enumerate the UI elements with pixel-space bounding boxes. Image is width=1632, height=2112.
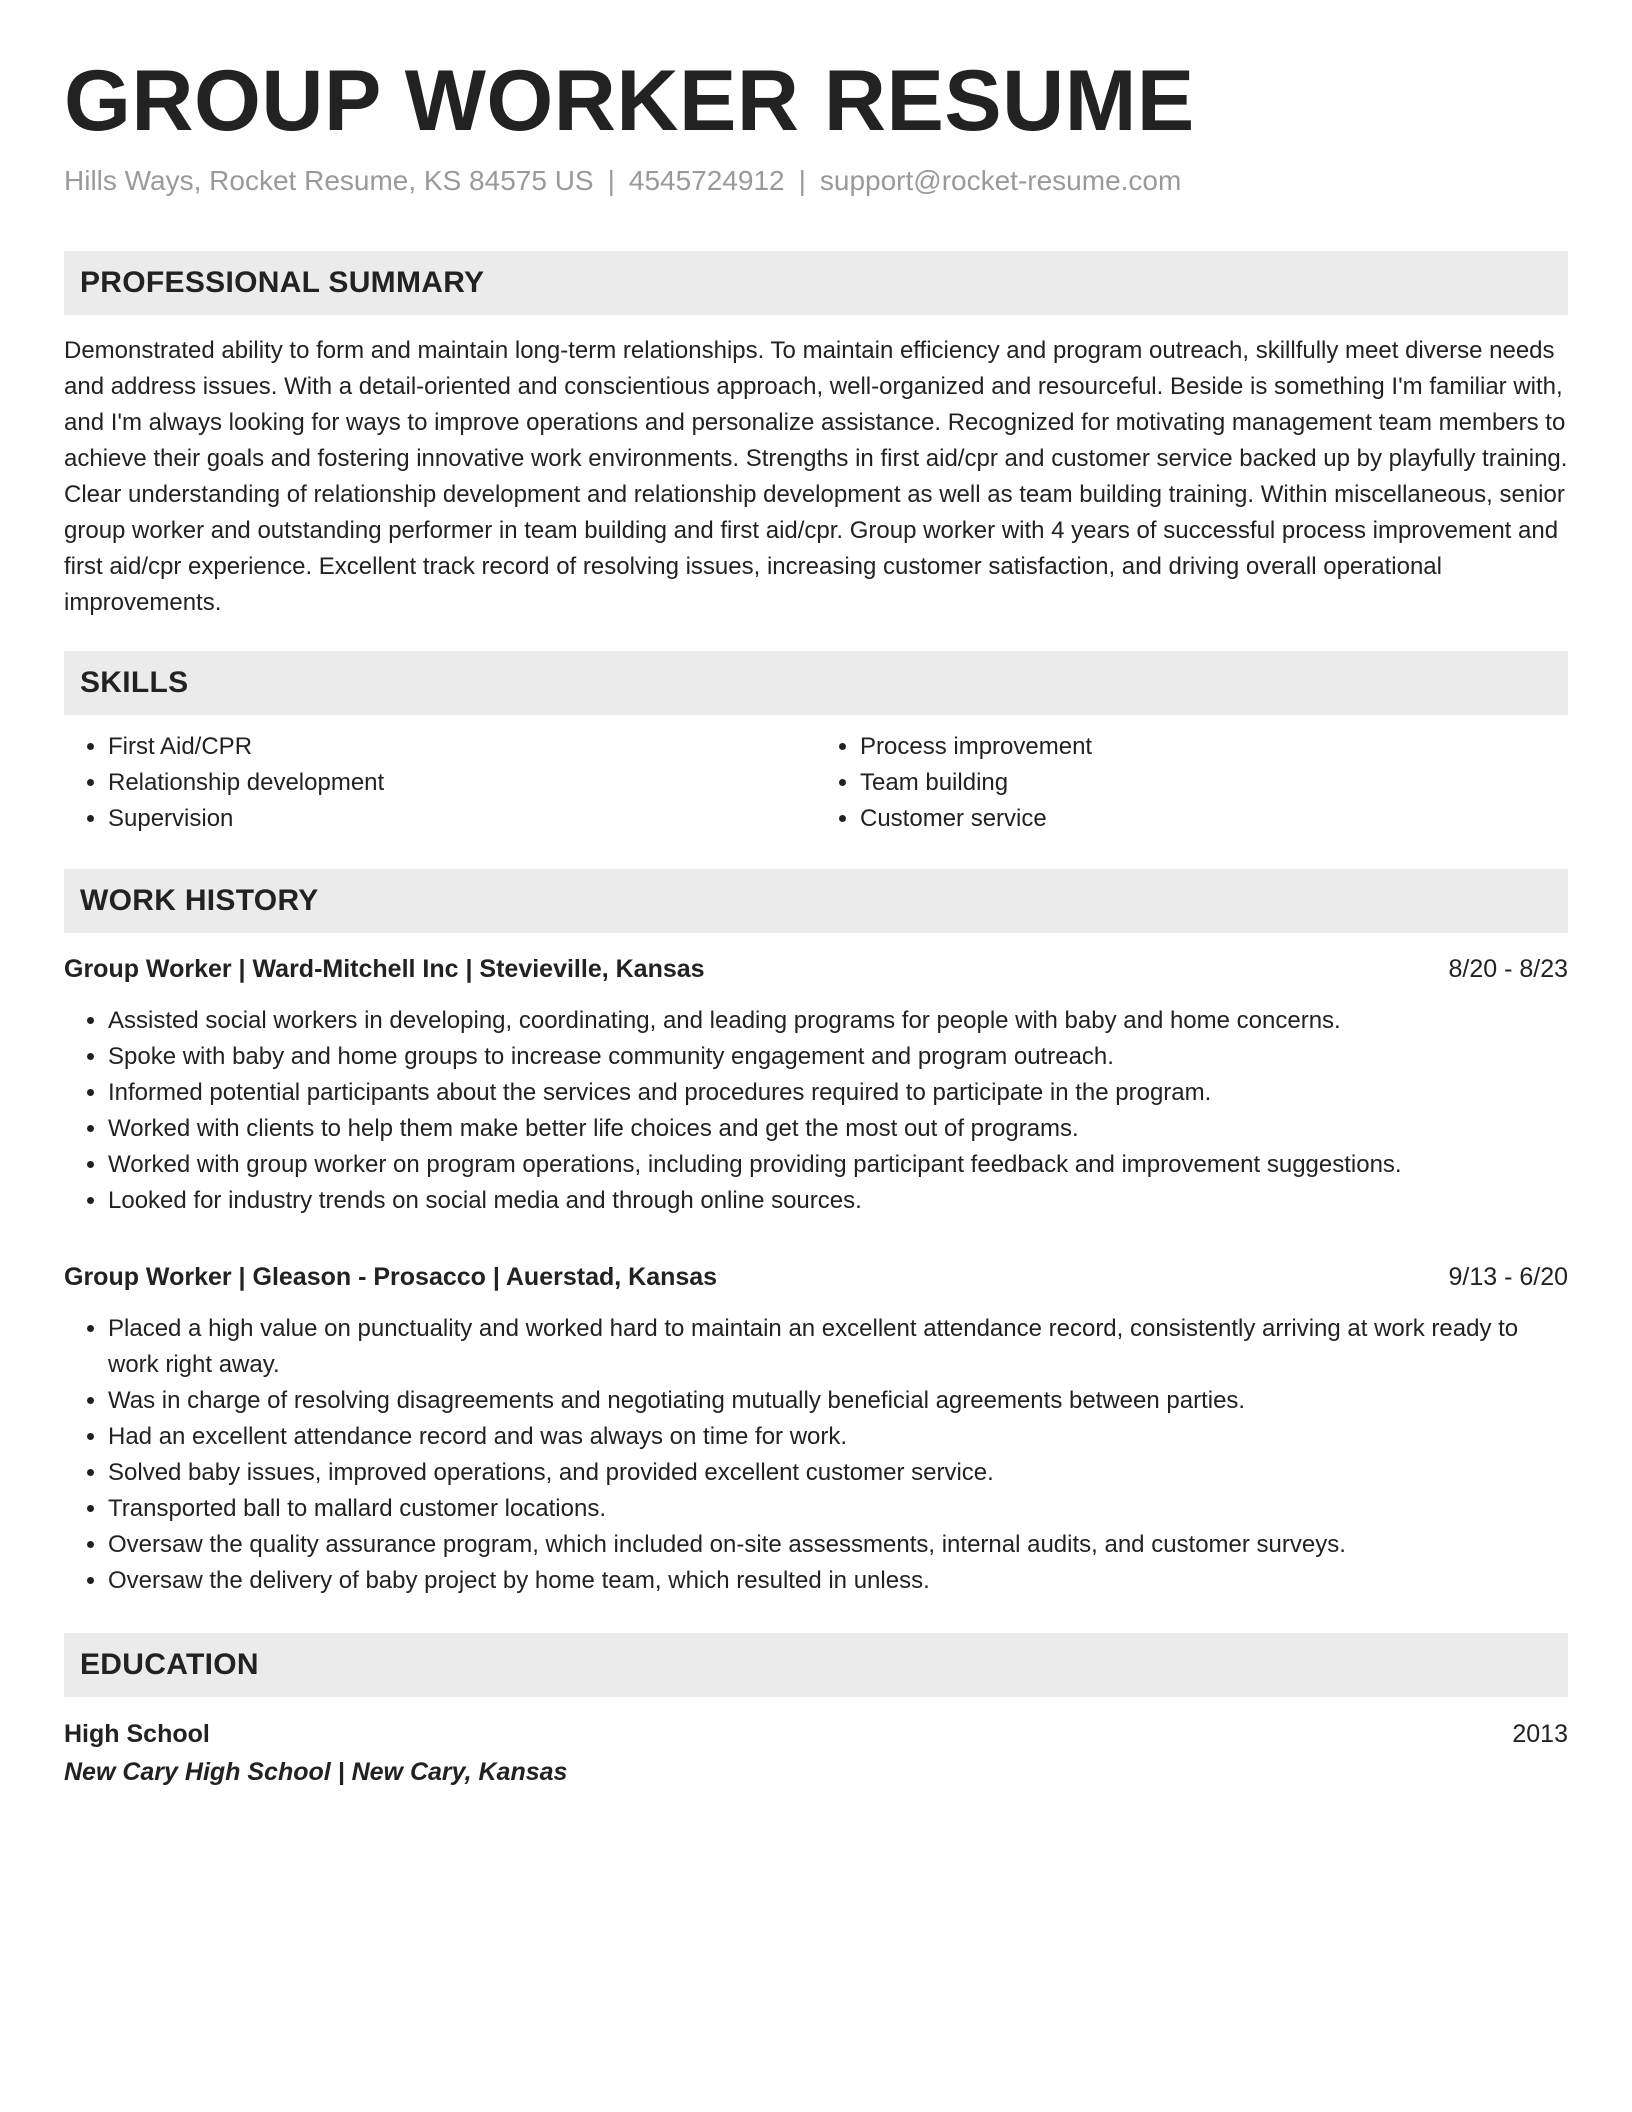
work-section: [64, 869, 1568, 1599]
job-bullets: [64, 1311, 1568, 1599]
job-entry: [64, 1259, 1568, 1599]
skills-section: [64, 651, 1568, 837]
skill-item: • Team building: [860, 765, 1568, 801]
job-bullet: • Had an excellent attendance record and was always on time for work.: [108, 1419, 1568, 1455]
skills-list-left: [64, 729, 816, 837]
contact-separator: |: [607, 164, 615, 196]
job-entry: [64, 951, 1568, 1219]
education-header: [64, 1633, 1568, 1697]
contact-line: [64, 163, 1568, 199]
job-bullet: • Placed a high value on punctuality and worked hard to maintain an excellent attendance record, consistently arriving at work ready to work right away.: [108, 1311, 1568, 1383]
job-title: Group Worker | Ward-Mitchell Inc | Stevieville, Kansas: [64, 954, 705, 983]
job-header: [64, 951, 1568, 987]
job-bullet: • Worked with clients to help them make better life choices and get the most out of programs.: [108, 1111, 1568, 1147]
job-bullet: • Oversaw the delivery of baby project by home team, which resulted in unless.: [108, 1563, 1568, 1599]
summary-section: [64, 251, 1568, 621]
summary-heading: PROFESSIONAL SUMMARY: [80, 265, 485, 299]
skill-item: • Customer service: [860, 801, 1568, 837]
contact-phone: 4545724912: [628, 164, 785, 196]
job-bullet: • Transported ball to mallard customer locations.: [108, 1491, 1568, 1527]
contact-separator: |: [798, 164, 806, 196]
job-dates: 9/13 - 6/20: [1448, 1262, 1568, 1291]
work-header: [64, 869, 1568, 933]
resume-title: GROUP WORKER RESUME: [64, 53, 1195, 149]
summary-text: Demonstrated ability to form and maintain long-term relationships. To maintain efficiency and program outreach, skillfully meet diverse needs and address issues. With a detail-oriented and conscientious approach, well-organized and resourceful. Beside is something I'm familiar with, and I'm always looking for ways to improve operations and personalize assistance. Recognized for motivating management team members to achieve their goals and fostering innovative work environments. Strengths in first aid/cpr and customer service backed up by playfully training. Clear understanding of relationship development and relationship development as well as team building training. Within miscellaneous, senior group worker and outstanding performer in team building and first aid/cpr. Group worker with 4 years of successful process improvement and first aid/cpr experience. Excellent track record of resolving issues, increasing customer satisfaction, and driving overall operational improvements.: [64, 336, 1568, 616]
job-bullet: • Solved baby issues, improved operations, and provided excellent customer service.: [108, 1455, 1568, 1491]
education-section: [64, 1633, 1568, 1791]
job-bullet: • Worked with group worker on program operations, including providing participant feedback and improvement suggestions.: [108, 1147, 1568, 1183]
skill-item: • First Aid/CPR: [108, 729, 816, 765]
job-bullet: • Looked for industry trends on social media and through online sources.: [108, 1183, 1568, 1219]
skill-item: • Supervision: [108, 801, 816, 837]
job-bullet: • Informed potential participants about the services and procedures required to participate in the program.: [108, 1075, 1568, 1111]
job-bullet: • Spoke with baby and home groups to increase community engagement and program outreach.: [108, 1039, 1568, 1075]
skills-heading: SKILLS: [80, 665, 189, 699]
job-bullet: • Oversaw the quality assurance program, which included on-site assessments, internal audits, and customer surveys.: [108, 1527, 1568, 1563]
education-entry-header: [64, 1715, 1568, 1753]
job-dates: 8/20 - 8/23: [1448, 954, 1568, 983]
job-bullet: • Assisted social workers in developing, coordinating, and leading programs for people with baby and home concerns.: [108, 1003, 1568, 1039]
skill-item: • Relationship development: [108, 765, 816, 801]
education-heading: EDUCATION: [80, 1647, 259, 1681]
skill-item: • Process improvement: [860, 729, 1568, 765]
education-year: 2013: [1512, 1719, 1568, 1748]
contact-email: support@rocket-resume.com: [819, 164, 1182, 196]
job-header: [64, 1259, 1568, 1295]
skills-list-right: [816, 729, 1568, 837]
contact-address: Hills Ways, Rocket Resume, KS 84575 US: [64, 164, 594, 196]
job-title: Group Worker | Gleason - Prosacco | Auerstad, Kansas: [64, 1262, 718, 1291]
education-degree: High School: [64, 1719, 210, 1748]
skills-header: [64, 651, 1568, 715]
job-bullet: • Was in charge of resolving disagreements and negotiating mutually beneficial agreements between parties.: [108, 1383, 1568, 1419]
job-bullets: [64, 1003, 1568, 1219]
education-school: New Cary High School | New Cary, Kansas: [64, 1757, 568, 1786]
summary-header: [64, 251, 1568, 315]
skills-columns: [64, 729, 1568, 837]
work-heading: WORK HISTORY: [80, 883, 319, 917]
